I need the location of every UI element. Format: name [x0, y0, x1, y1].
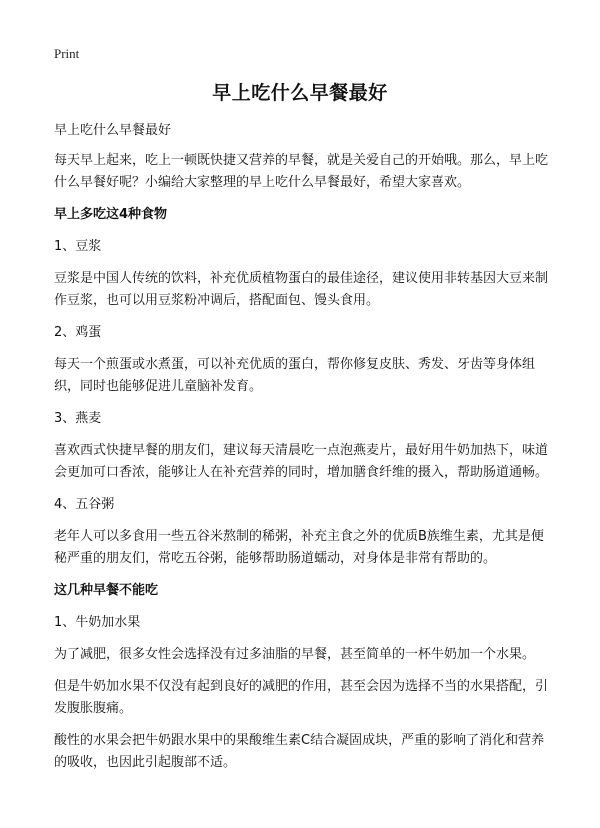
item-text-egg: 每天一个煎蛋或水煮蛋，可以补充优质的蛋白，帮你修复皮肤、秀发、牙齿等身体组织，同时也能够促进儿童脑补发育。 [54, 357, 536, 394]
article-subtitle: 早上吃什么早餐最好 [54, 123, 172, 138]
item-text-oats: 喜欢西式快捷早餐的朋友们，建议每天清晨吃一点泡燕麦片，最好用牛奶加热下，味道会更加可口香浓，能够让人在补充营养的同时，增加膳食纤维的摄入，帮助肠道通畅。 [54, 443, 549, 480]
section-heading-foods: 早上多吃这4种食物 [54, 207, 168, 222]
item-label-oats: 3、燕麦 [54, 411, 102, 426]
article-body [54, 120, 550, 784]
paragraph-milk-fruit-3: 酸性的水果会把牛奶跟水果中的果酸维生素C结合凝固成块，严重的影响了消化和营养的吸收，也因此引起腹部不适。 [54, 733, 545, 770]
item-label-egg: 2、鸡蛋 [54, 325, 102, 340]
paragraph-milk-fruit-2: 但是牛奶加水果不仅没有起到良好的减肥的作用，甚至会因为选择不当的水果搭配，引发腹胀腹痛。 [54, 679, 549, 716]
item-text-soymilk: 豆浆是中国人传统的饮料，补充优质植物蛋白的最佳途径，建议使用非转基因大豆来制作豆浆，也可以用豆浆粉冲调后，搭配面包、馒头食用。 [54, 271, 549, 308]
item-label-soymilk: 1、豆浆 [54, 239, 102, 254]
intro-paragraph: 每天早上起来，吃上一顿既快捷又营养的早餐，就是关爱自己的开始哦。那么，早上吃什么早餐好呢？小编给大家整理的早上吃什么早餐最好，希望大家喜欢。 [54, 153, 549, 190]
paragraph-milk-fruit-1: 为了减肥，很多女性会选择没有过多油脂的早餐，甚至简单的一杯牛奶加一个水果。 [54, 647, 536, 662]
section-heading-avoid: 这几种早餐不能吃 [54, 583, 159, 598]
item-label-grain-porridge: 4、五谷粥 [54, 497, 115, 512]
page-title: 早上吃什么早餐最好 [212, 82, 388, 104]
item-text-grain-porridge: 老年人可以多食用一些五谷米熬制的稀粥，补充主食之外的优质B族维生素，尤其是便秘严重的朋友们，常吃五谷粥，能够帮助肠道蠕动，对身体是非常有帮助的。 [54, 529, 544, 566]
item-label-milk-fruit: 1、牛奶加水果 [54, 615, 141, 630]
print-link[interactable]: Print [54, 46, 80, 61]
